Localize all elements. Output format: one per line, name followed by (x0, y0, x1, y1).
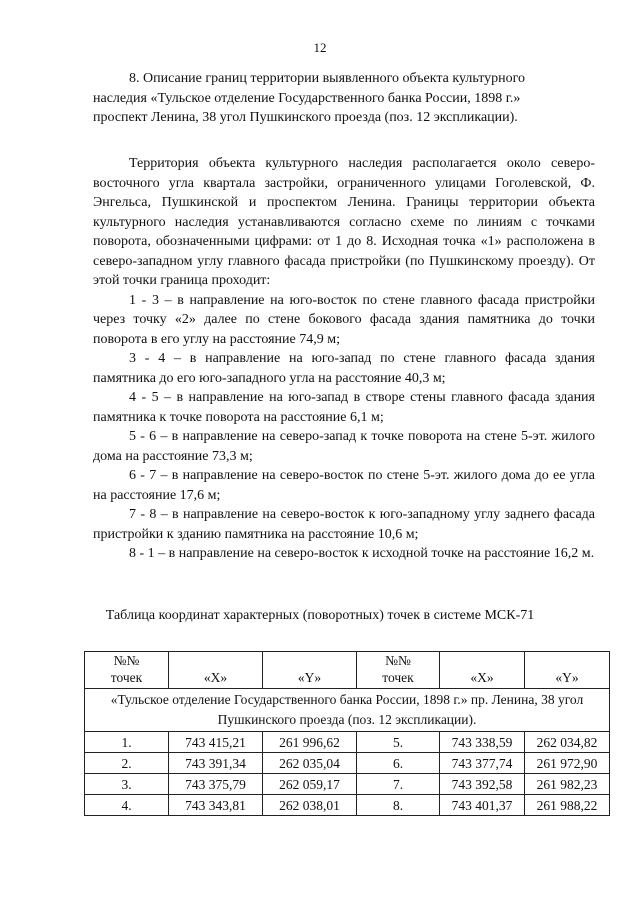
segment-8-1: 8 - 1 – в направление на северо-восток к исходной точке на расстояние 16,2 м. (129, 546, 595, 561)
heading-line-3: проспект Ленина, 38 угол Пушкинского проезда (поз. 12 экспликации). (93, 110, 518, 125)
point-number-cell: 8. (357, 795, 440, 816)
point-number-cell: 2. (85, 753, 169, 774)
intro-paragraph: Территория объекта культурного наследия располагается около северо-восточного угла квартала застройки, ограниченного улицами Гоголевской, Ф. Энгельса, Пушкинской и проспектом Ленина. Границы территории объекта культурного наследия устанавливаются согласно схеме по линиям с точками поворота, обозначенными цифрами: от 1 до 8. Исходная точка «1» расположена в северо-западном углу главного фасада пристройки (по Пушкинскому проезду). От этой точки граница проходит: (93, 156, 595, 288)
coordinates-table (84, 651, 610, 816)
y-coordinate-cell: 262 059,17 (263, 774, 357, 795)
object-name-cell: «Тульское отделение Государственного банка России, 1898 г.» пр. Ленина, 38 угол Пушкинского проезда (поз. 12 экспликации). (85, 689, 610, 732)
table-row (85, 774, 610, 795)
point-number-cell: 7. (357, 774, 440, 795)
header-num-top: №№ (385, 653, 411, 668)
header-y-right: «Y» (525, 652, 610, 689)
section-heading (93, 69, 595, 128)
y-coordinate-cell: 261 982,23 (525, 774, 610, 795)
header-y-left: «Y» (263, 652, 357, 689)
x-coordinate-cell: 743 392,58 (440, 774, 525, 795)
x-coordinate-cell: 743 338,59 (440, 732, 525, 753)
header-num-bottom: точек (110, 670, 143, 685)
y-coordinate-cell: 261 972,90 (525, 753, 610, 774)
y-coordinate-cell: 261 996,62 (263, 732, 357, 753)
table-row (85, 795, 610, 816)
y-coordinate-cell: 262 038,01 (263, 795, 357, 816)
point-number-cell: 3. (85, 774, 169, 795)
segment-5-6: 5 - 6 – в направление на северо-запад к точке поворота на стене 5-эт. жилого дома на расстояние 73,3 м; (93, 429, 595, 464)
segment-4-5: 4 - 5 – в направление на юго-запад в створе стены главного фасада здания памятника к точке поворота на расстояние 6,1 м; (93, 390, 595, 425)
segment-3-4: 3 - 4 – в направление на юго-запад по стене главного фасада здания памятника до его юго-западного угла на расстояние 40,3 м; (93, 351, 595, 386)
x-coordinate-cell: 743 377,74 (440, 753, 525, 774)
x-coordinate-cell: 743 415,21 (169, 732, 263, 753)
header-num-top: №№ (113, 653, 140, 668)
object-name-row (85, 689, 610, 732)
x-coordinate-cell: 743 391,34 (169, 753, 263, 774)
header-x-left: «X» (169, 652, 263, 689)
segment-1-3: 1 - 3 – в направление на юго-восток по стене главного фасада пристройки через точку «2» далее по стене бокового фасада здания памятника до точки поворота в его углу на расстояние 74,9 м; (93, 292, 595, 347)
point-number-cell: 1. (85, 732, 169, 753)
table-caption: Таблица координат характерных (поворотных) точек в системе МСК-71 (105, 608, 535, 623)
boundary-description (93, 154, 595, 564)
x-coordinate-cell: 743 401,37 (440, 795, 525, 816)
segment-6-7: 6 - 7 – в направление на северо-восток по стене 5-эт. жилого дома до ее угла на расстояние 17,6 м; (93, 468, 595, 503)
header-x-right: «X» (440, 652, 525, 689)
y-coordinate-cell: 262 035,04 (263, 753, 357, 774)
point-number-cell: 5. (357, 732, 440, 753)
y-coordinate-cell: 261 988,22 (525, 795, 610, 816)
point-number-cell: 4. (85, 795, 169, 816)
heading-line-1: 8. Описание границ территории выявленного объекта культурного (129, 71, 526, 86)
table-header-row (85, 652, 610, 689)
table-row (85, 732, 610, 753)
x-coordinate-cell: 743 343,81 (169, 795, 263, 816)
heading-line-2: наследия «Тульское отделение Государственного банка России, 1898 г.» (93, 90, 521, 106)
segment-7-8: 7 - 8 – в направление на северо-восток к юго-западному углу заднего фасада пристройки к зданию памятника на расстояние 10,6 м; (93, 507, 595, 542)
page-number: 12 (313, 40, 327, 55)
point-number-cell: 6. (357, 753, 440, 774)
y-coordinate-cell: 262 034,82 (525, 732, 610, 753)
header-num-bottom: точек (382, 670, 414, 685)
x-coordinate-cell: 743 375,79 (169, 774, 263, 795)
header-point-number-left (85, 652, 169, 689)
table-row (85, 753, 610, 774)
header-point-number-right (357, 652, 440, 689)
